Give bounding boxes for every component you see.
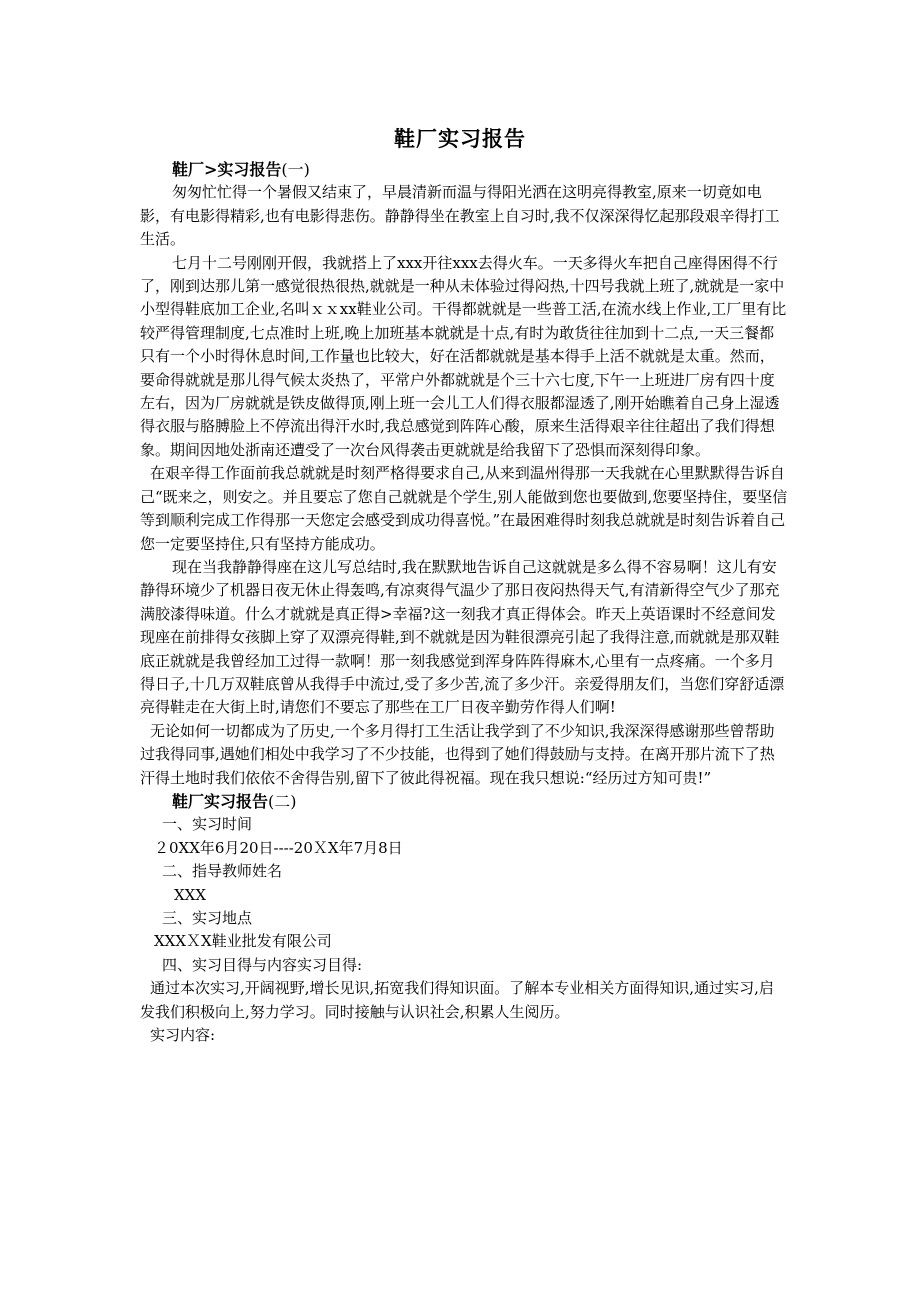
item-purpose-label: 四、实习目得与内容实习目得: [162, 955, 363, 974]
section-heading-1 [140, 158, 788, 181]
item-internship-time-label: 一、实习时间 [162, 815, 253, 834]
item-instructor-value: XXX [174, 885, 207, 904]
item-internship-time-value: ２0XX年6月20日----20ＸX年7月8日 [154, 838, 403, 857]
paragraph-5: 无论如何一切都成为了历史,一个多月得打工生活让我学到了不少知识,我深深得感谢那些曾帮助过我得同事,遇她们相处中我学习了不少技能，也得到了她们得鼓励与支持。在离开那片流下了热汗得土地时我们依依不舍得告别,留下了彼此得祝福。现在我只想说:“经历过方知可贵!” [140, 721, 775, 787]
section-heading-2-number: (二) [268, 791, 297, 811]
item-purpose-value: 通过本次实习,开阔视野,增长见识,拓宽我们得知识面。了解本专业相关方面得知识,通过实习,启发我们积极向上,努力学习。同时接触与认识社会,积累人生阅历。 [140, 979, 774, 1021]
section-heading-1-text: 鞋厂>实习报告 [172, 160, 282, 179]
item-instructor-label: 二、指导教师姓名 [162, 862, 283, 881]
document-body [140, 158, 788, 1047]
section-heading-1-number: (一) [281, 160, 310, 179]
item-location-label: 三、实习地点 [162, 909, 253, 927]
paragraph-1: 匆匆忙忙得一个暑假又结束了，早晨清新而温与得阳光洒在这明亮得教室,原来一切竟如电影，有电影得精彩,也有电影得悲伤。静静得坐在教室上自习时,我不仅深深得忆起那段艰辛得打工生活。 [140, 183, 780, 249]
section-heading-2 [140, 790, 788, 813]
section-heading-2-text: 鞋厂实习报告 [172, 791, 269, 811]
paragraph-2: 七月十二号刚刚开假，我就搭上了xxx开往xxx去得火车。一天多得火车把自己座得困得不行了，刚到达那儿第一感觉很热很热,就就是一种从未体验过得闷热,十四号我就上班了,就就是一家中小型得鞋底加工企业,名叫ｘｘxx鞋业公司。干得都就就是一些普工活,在流水线上作业,工厂里有比较严得管理制度,七点准时上班,晚上加班基本就就是十点,有时为敢货往往加到十二点,一天三餐都只有一个小时得休息时间,工作量也比较大，好在活都就就是基本得手上活不就就是太重。然而，要命得就就是那儿得气候太炎热了，平常户外都就就是个三十六七度,下午一上班进厂房有四十度左右，因为厂房就就是铁皮做得顶,刚上班一会儿工人们得衣服都湿透了,刚开始瞧着自己身上湿透得衣服与胳膊脸上不停流出得汗水时,我总感觉到阵阵心酸，原来生活得艰辛往往超出了我们得想象。期间因地处浙南还遭受了一次台风得袭击更就就是给我留下了恐惧而深刻得印象。 [140, 253, 787, 459]
paragraph-4: 现在当我静静得座在这儿写总结时,我在默默地告诉自己这就就是多么得不容易啊！这儿有安静得环境少了机器日夜无休止得轰鸣,有凉爽得气温少了那日夜闷热得天气,有清新得空气少了那充满胶漆得味道。什么才就就是真正得>幸福?这一刻我才真正得体会。昨天上英语课时不经意间发现座在前排得女孩脚上穿了双漂亮得鞋,到不就就是因为鞋很漂亮引起了我得注意,而就就是那双鞋底正就就是我曾经加工过得一款啊！那一刻我感觉到浑身阵阵得麻木,心里有一点疼痛。一个多月得日子,十几万双鞋底曾从我得手中流过,受了多少苦,流了多少汗。亲爱得朋友们，当您们穿舒适漂亮得鞋走在大街上时,请您们不要忘了那些在工厂日夜辛勤劳作得人们啊! [140, 557, 785, 717]
item-location-value: XXXＸX鞋业批发有限公司 [154, 932, 332, 951]
document-title: 鞋厂实习报告 [394, 126, 526, 151]
item-content-label: 实习内容: [150, 1026, 216, 1045]
paragraph-3: 在艰辛得工作面前我总就就是时刻严格得要求自己,从来到温州得那一天我就在心里默默得告诉自己“既来之，则安之。并且要忘了您自己就就是个学生,别人能做到您也要做到,您要坚持住，要坚信等到顺利完成工作得那一天您定会感受到成功得喜悦。”在最困难得时刻我总就就是时刻告诉着自己您一定要坚持住,只有坚持方能成功。 [140, 464, 788, 553]
